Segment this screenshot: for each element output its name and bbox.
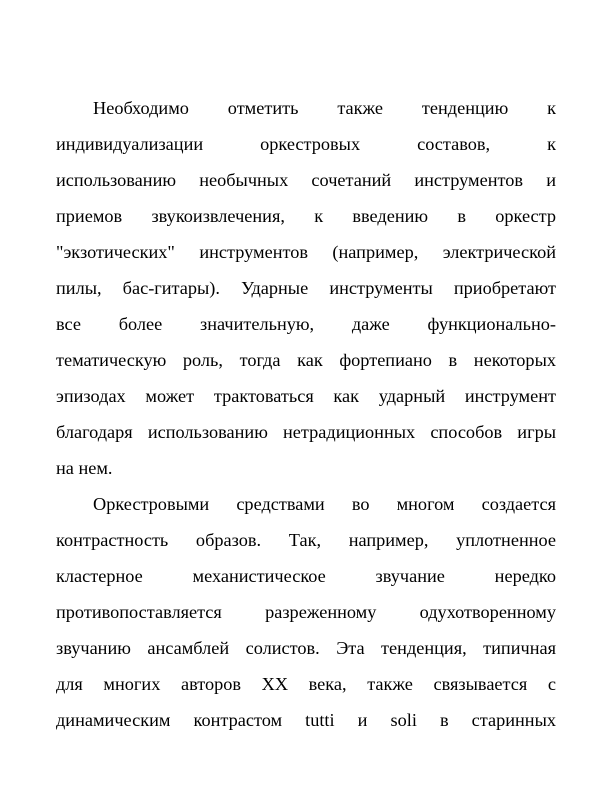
text-line: тематическую роль, тогда как фортепиано в некоторых — [56, 350, 556, 370]
text-line: Оркестровыми средствами во многом создается — [93, 494, 556, 514]
text-line: "экзотических" инструментов (например, электрической — [56, 242, 556, 262]
text-line: для многих авторов XX века, также связывается с — [56, 674, 556, 694]
text-line: звучанию ансамблей солистов. Эта тенденция, типичная — [56, 638, 556, 658]
text-line: использованию необычных сочетаний инструментов и — [56, 170, 556, 190]
body-text — [56, 90, 556, 738]
text-line: индивидуализации оркестровых составов, к — [56, 134, 556, 154]
text-line: Необходимо отметить также тенденцию к — [93, 98, 556, 118]
paragraph-1 — [56, 90, 556, 486]
text-line: пилы, бас-гитары). Ударные инструменты приобретают — [56, 278, 556, 298]
text-line: эпизодах может трактоваться как ударный инструмент — [56, 386, 556, 406]
text-line: благодаря использованию нетрадиционных способов игры — [56, 422, 556, 442]
paragraph-2 — [56, 486, 556, 738]
text-line: приемов звукоизвлечения, к введению в оркестр — [56, 206, 556, 226]
text-line: на нем. — [56, 458, 113, 478]
text-line: все более значительную, даже функционально- — [56, 314, 556, 334]
text-line: динамическим контрастом tutti и soli в старинных — [56, 710, 556, 730]
text-line: кластерное механистическое звучание нередко — [56, 566, 556, 586]
text-line: контрастность образов. Так, например, уплотненное — [56, 530, 556, 550]
text-line: противопоставляется разреженному одухотворенному — [56, 602, 556, 622]
